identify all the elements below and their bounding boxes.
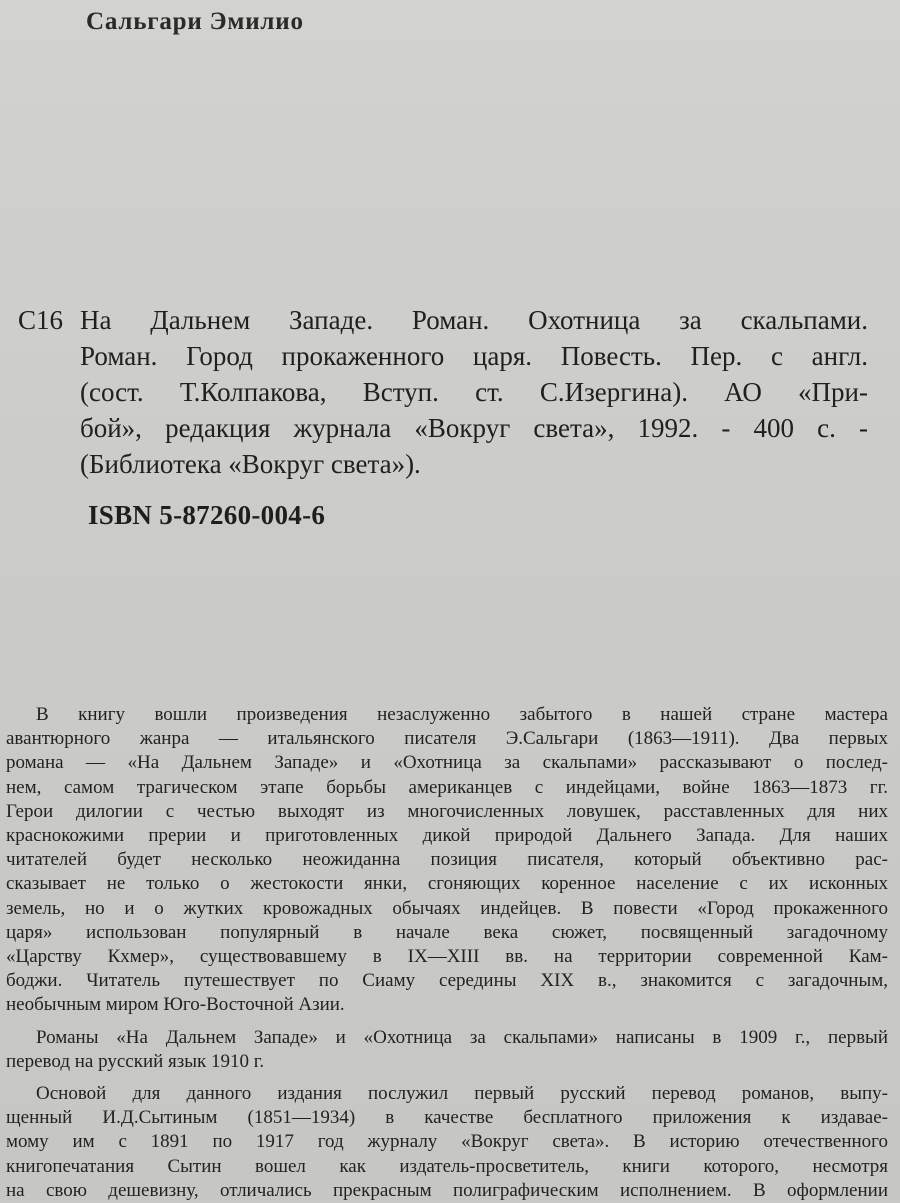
annotation-line: читателей будет несколько неожиданна позиция писателя, который объективно рас- [6, 849, 888, 871]
annotation-line: необычным миром Юго-Восточной Азии. [6, 994, 345, 1016]
library-code: С16 [18, 305, 64, 335]
annotation-line: В книгу вошли произведения незаслуженно забытого в нашей стране мастера [36, 704, 888, 725]
paragraph-gap [6, 1074, 888, 1082]
annotation-line: мому им с 1891 по 1917 год журналу «Вокруг света». В историю отечественного [6, 1131, 888, 1153]
annotation-line: книгопечатания Сытин вошел как издатель-просветитель, книги которого, несмотря [6, 1155, 888, 1177]
bibliographic-entry [18, 302, 868, 482]
biblio-line: (сост. Т.Колпакова, Вступ. ст. С.Изергина). АО «При- [80, 377, 868, 407]
annotation-line: романа — «На Дальнем Западе» и «Охотница за скальпами» рассказывают о послед- [6, 752, 888, 774]
annotation-line: сказывает не только о жестокости янки, сгоняющих коренное население с их исконных [6, 873, 888, 895]
annotation-line: земель, но и о жутких кровожадных обычаях индейцев. В повести «Город прокаженного [6, 897, 888, 919]
annotation-line: Герои дилогии с честью выходят из многочисленных ловушек, расставленных для них [6, 800, 888, 822]
biblio-line: (Библиотека «Вокруг света»). [80, 449, 421, 479]
annotation [6, 703, 888, 1203]
annotation-line: на свою дешевизну, отличались прекрасным полиграфическим исполнением. В оформлении [6, 1179, 888, 1201]
annotation-line: щенный И.Д.Сытиным (1851—1934) в качестве бесплатного приложения к издавае- [6, 1107, 888, 1129]
annotation-line: «Царству Кхмер», существовавшему в IX—XIII вв. на территории современной Кам- [6, 946, 888, 968]
biblio-line [18, 302, 868, 338]
annotation-line: боджи. Читатель путешествует по Сиаму середины XIX в., знакомится с загадочным, [6, 970, 888, 992]
biblio-line: бой», редакция журнала «Вокруг света», 1992. - 400 с. - [80, 413, 868, 443]
annotation-line: краснокожими прерии и приготовленных дикой природой Дальнего Запада. Для наших [6, 825, 888, 847]
paragraph-gap [6, 1018, 888, 1026]
annotation-line: нем, самом трагическом этапе борьбы американцев с индейцами, войне 1863—1873 гг. [6, 776, 888, 798]
annotation-line: царя» использован популярный в начале века сюжет, посвященный загадочному [6, 921, 888, 943]
annotation-line: перевод на русский язык 1910 г. [6, 1050, 265, 1072]
annotation-line: Романы «На Дальнем Западе» и «Охотница за скальпами» написаны в 1909 г., первый [36, 1026, 888, 1048]
annotation-line: Основой для данного издания послужил первый русский перевод романов, выпу- [36, 1083, 888, 1105]
annotation-line: авантюрного жанра — итальянского писателя Э.Сальгари (1863—1911). Два первых [6, 728, 888, 750]
biblio-line: Роман. Город прокаженного царя. Повесть. Пер. с англ. [80, 341, 868, 371]
biblio-text: На Дальнем Западе. Роман. Охотница за скальпами. [80, 305, 868, 335]
isbn: ISBN 5-87260-004-6 [88, 500, 326, 530]
author-name: Сальгари Эмилио [86, 8, 304, 35]
